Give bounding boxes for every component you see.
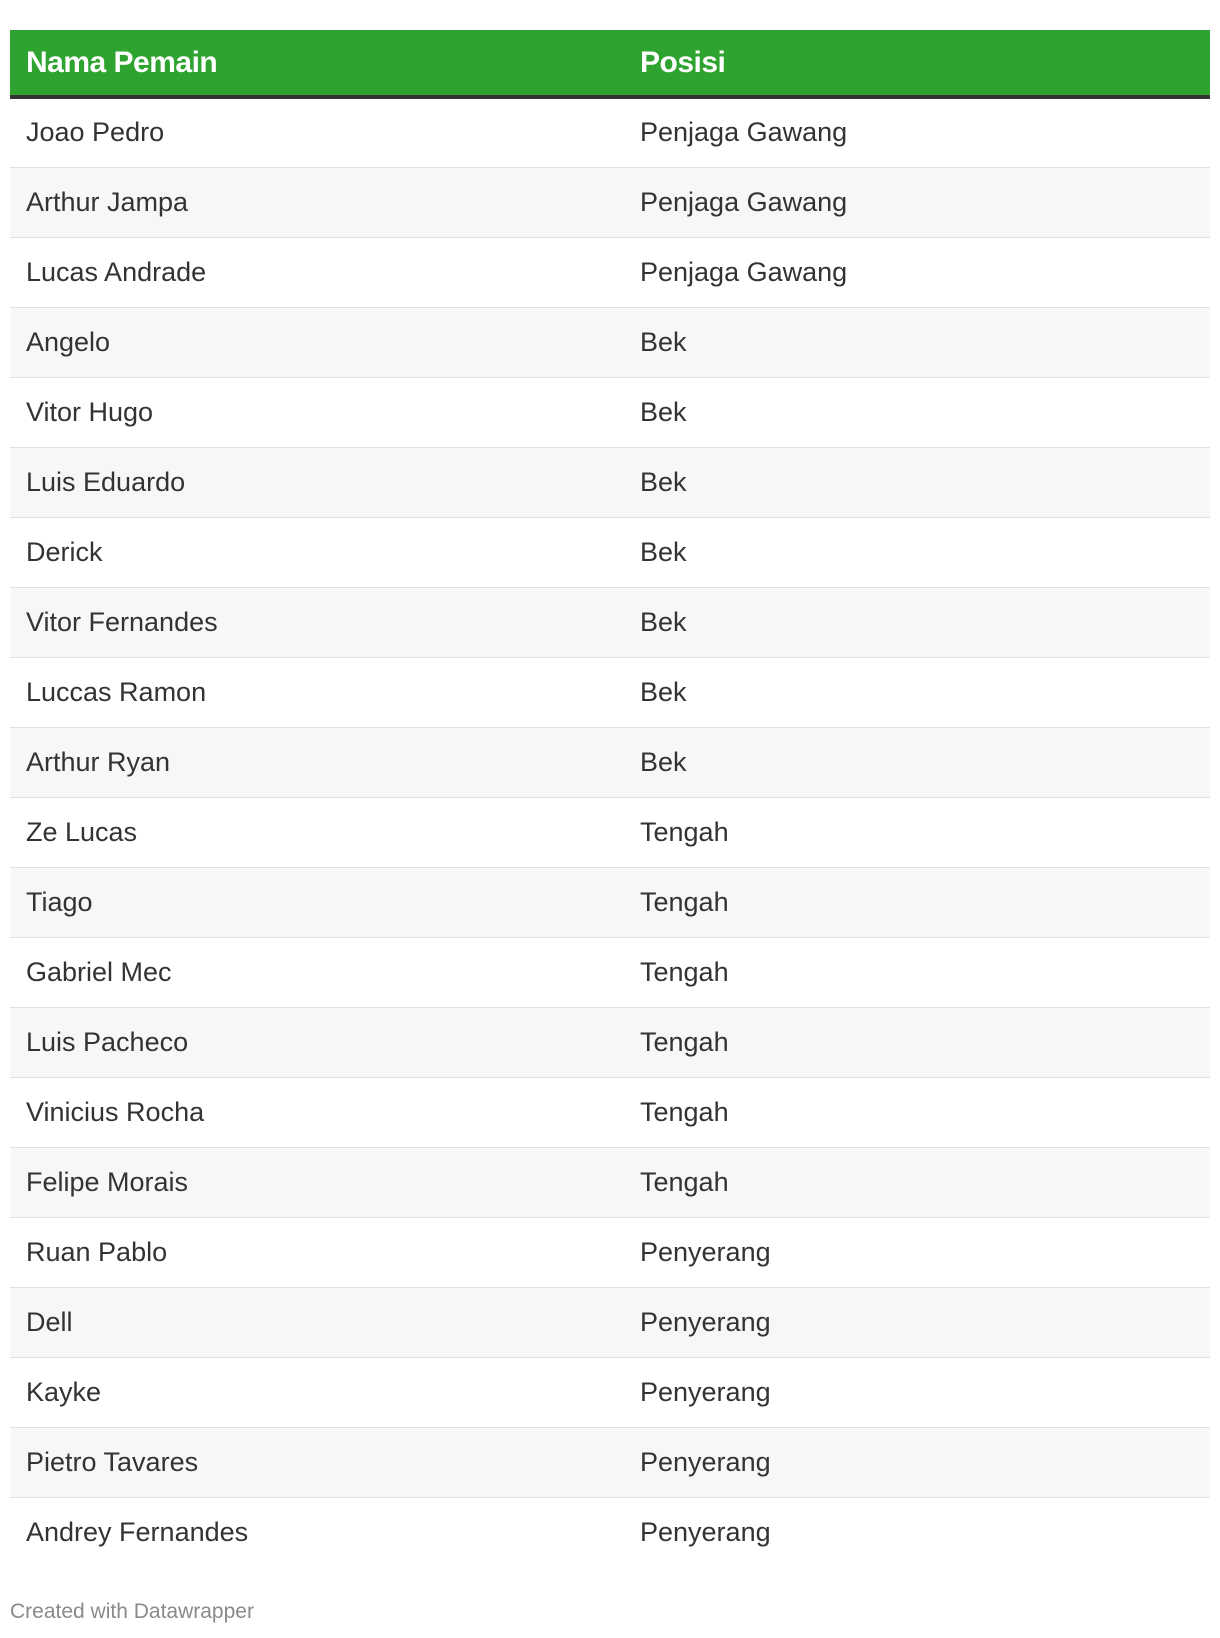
cell-position: Tengah xyxy=(624,1077,1210,1147)
table-row xyxy=(10,237,1210,307)
cell-player-name: Dell xyxy=(10,1287,624,1357)
datawrapper-credit[interactable]: Created with Datawrapper xyxy=(10,1600,254,1623)
table-row xyxy=(10,937,1210,1007)
table-row xyxy=(10,797,1210,867)
table-row xyxy=(10,1007,1210,1077)
table-row xyxy=(10,1357,1210,1427)
cell-position: Penjaga Gawang xyxy=(624,97,1210,167)
cell-player-name: Lucas Andrade xyxy=(10,237,624,307)
cell-position: Bek xyxy=(624,377,1210,447)
table-row xyxy=(10,517,1210,587)
cell-position: Bek xyxy=(624,657,1210,727)
table-row xyxy=(10,167,1210,237)
column-header-name[interactable]: Nama Pemain xyxy=(10,30,624,97)
table-header xyxy=(10,30,1210,97)
table-row xyxy=(10,1217,1210,1287)
cell-player-name: Tiago xyxy=(10,867,624,937)
cell-position: Penyerang xyxy=(624,1287,1210,1357)
cell-player-name: Gabriel Mec xyxy=(10,937,624,1007)
cell-position: Tengah xyxy=(624,867,1210,937)
header-row xyxy=(10,30,1210,97)
cell-position: Penyerang xyxy=(624,1217,1210,1287)
cell-player-name: Vinicius Rocha xyxy=(10,1077,624,1147)
cell-player-name: Vitor Fernandes xyxy=(10,587,624,657)
table-row xyxy=(10,727,1210,797)
cell-player-name: Ze Lucas xyxy=(10,797,624,867)
cell-position: Tengah xyxy=(624,1147,1210,1217)
cell-player-name: Joao Pedro xyxy=(10,97,624,167)
cell-player-name: Luis Pacheco xyxy=(10,1007,624,1077)
cell-player-name: Angelo xyxy=(10,307,624,377)
cell-player-name: Ruan Pablo xyxy=(10,1217,624,1287)
cell-position: Bek xyxy=(624,517,1210,587)
table-row xyxy=(10,587,1210,657)
cell-position: Bek xyxy=(624,307,1210,377)
table-row xyxy=(10,1427,1210,1497)
table-row xyxy=(10,1147,1210,1217)
cell-position: Penjaga Gawang xyxy=(624,237,1210,307)
cell-player-name: Luccas Ramon xyxy=(10,657,624,727)
cell-player-name: Felipe Morais xyxy=(10,1147,624,1217)
cell-position: Tengah xyxy=(624,1007,1210,1077)
player-table-container xyxy=(10,30,1210,1567)
player-table xyxy=(10,30,1210,1567)
cell-player-name: Arthur Jampa xyxy=(10,167,624,237)
table-row xyxy=(10,1497,1210,1567)
cell-position: Penjaga Gawang xyxy=(624,167,1210,237)
table-row xyxy=(10,657,1210,727)
cell-player-name: Andrey Fernandes xyxy=(26,1516,249,1547)
cell-position: Tengah xyxy=(624,797,1210,867)
cell-position: Bek xyxy=(624,447,1210,517)
cell-position: Penyerang xyxy=(624,1357,1210,1427)
cell-player-name: Pietro Tavares xyxy=(10,1427,624,1497)
table-row xyxy=(10,867,1210,937)
table-row xyxy=(10,97,1210,167)
cell-player-name: Vitor Hugo xyxy=(10,377,624,447)
cell-position: Penyerang xyxy=(624,1427,1210,1497)
cell-player-name: Kayke xyxy=(10,1357,624,1427)
cell-player-name: Derick xyxy=(10,517,624,587)
cell-position: Bek xyxy=(624,587,1210,657)
cell-position: Tengah xyxy=(624,937,1210,1007)
cell-player-name: Arthur Ryan xyxy=(10,727,624,797)
table-row xyxy=(10,377,1210,447)
table-row xyxy=(10,1077,1210,1147)
table-row xyxy=(10,1287,1210,1357)
cell-position: Bek xyxy=(624,727,1210,797)
table-body xyxy=(10,97,1210,1567)
table-row xyxy=(10,307,1210,377)
cell-position: Penyerang xyxy=(640,1516,771,1547)
table-row xyxy=(10,447,1210,517)
column-header-position[interactable]: Posisi xyxy=(624,30,1210,97)
cell-player-name: Luis Eduardo xyxy=(10,447,624,517)
